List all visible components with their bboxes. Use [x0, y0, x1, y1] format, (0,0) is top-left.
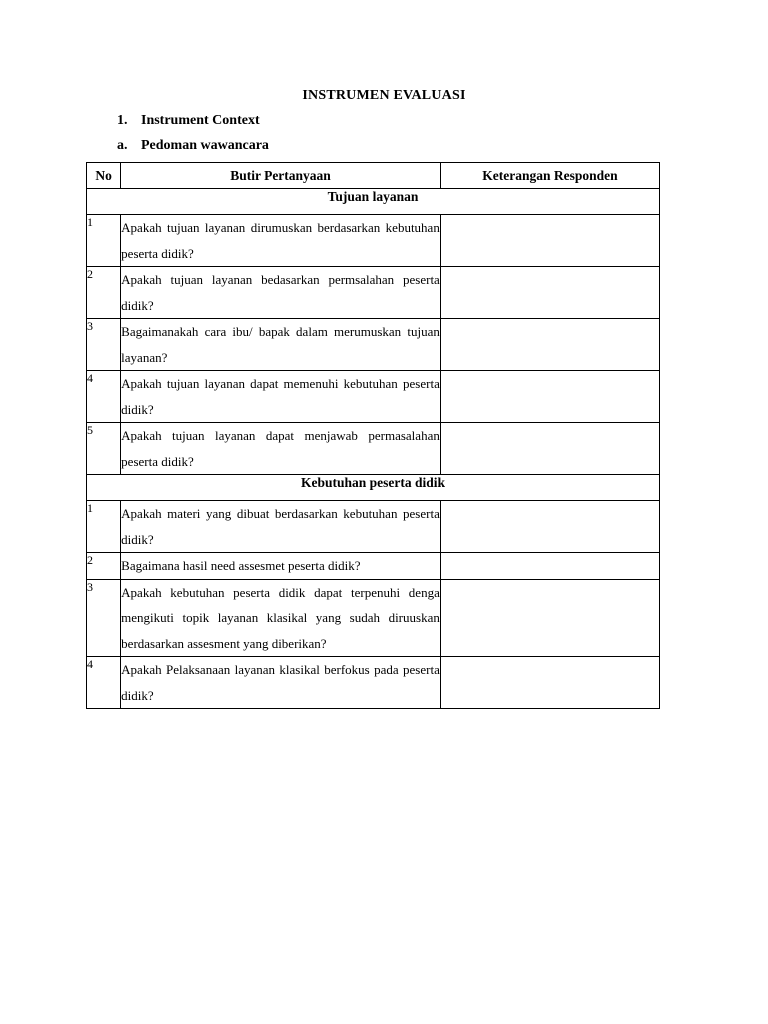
section-label: Instrument Context: [141, 113, 260, 128]
table-group-row: [87, 475, 660, 501]
document-title: INSTRUMEN EVALUASI: [302, 88, 466, 103]
row-number: 2: [87, 553, 121, 580]
table-group-row: [87, 189, 660, 215]
table-row: [87, 657, 660, 709]
response-cell[interactable]: [440, 267, 659, 319]
response-cell[interactable]: [440, 579, 659, 657]
group-title: Kebutuhan peserta didik: [87, 475, 660, 501]
row-number: 1: [87, 215, 121, 267]
question-text: Apakah tujuan layanan dapat menjawab permasalahan peserta didik?: [121, 423, 441, 475]
table-row: [87, 553, 660, 580]
response-cell[interactable]: [440, 553, 659, 580]
header-question: Butir Pertanyaan: [121, 163, 441, 189]
group-title: Tujuan layanan: [87, 189, 660, 215]
question-text: Apakah tujuan layanan dapat memenuhi kebutuhan peserta didik?: [121, 371, 441, 423]
table-row: [87, 215, 660, 267]
question-text: Bagaimanakah cara ibu/ bapak dalam merumuskan tujuan layanan?: [121, 319, 441, 371]
question-text: Apakah tujuan layanan bedasarkan permsalahan peserta didik?: [121, 267, 441, 319]
question-text: Bagaimana hasil need assesmet peserta didik?: [121, 553, 441, 580]
header-no: No: [87, 163, 121, 189]
row-number: 1: [87, 501, 121, 553]
question-text: Apakah kebutuhan peserta didik dapat terpenuhi denga mengikuti topik layanan klasikal yang sudah diruuskan berdasarkan assesment yang diberikan?: [121, 579, 441, 657]
response-cell[interactable]: [440, 319, 659, 371]
response-cell[interactable]: [440, 371, 659, 423]
table-body: [87, 189, 660, 709]
interview-guide-table: [86, 162, 660, 709]
table-row: [87, 423, 660, 475]
subsection-letter: a.: [117, 138, 128, 153]
section-heading-instrument-context: [117, 113, 260, 129]
table-row: [87, 319, 660, 371]
question-text: Apakah materi yang dibuat berdasarkan kebutuhan peserta didik?: [121, 501, 441, 553]
question-text: Apakah Pelaksanaan layanan klasikal berfokus pada peserta didik?: [121, 657, 441, 709]
subsection-label: Pedoman wawancara: [141, 138, 269, 153]
response-cell[interactable]: [440, 423, 659, 475]
question-text: Apakah tujuan layanan dirumuskan berdasarkan kebutuhan peserta didik?: [121, 215, 441, 267]
row-number: 4: [87, 657, 121, 709]
table-row: [87, 579, 660, 657]
response-cell[interactable]: [440, 501, 659, 553]
row-number: 5: [87, 423, 121, 475]
table-row: [87, 371, 660, 423]
table-row: [87, 267, 660, 319]
table-row: [87, 501, 660, 553]
row-number: 3: [87, 579, 121, 657]
subsection-heading-pedoman: [117, 138, 269, 154]
row-number: 4: [87, 371, 121, 423]
response-cell[interactable]: [440, 215, 659, 267]
section-number: 1.: [117, 113, 128, 128]
table-header-row: [87, 163, 660, 189]
header-response: Keterangan Responden: [440, 163, 659, 189]
row-number: 3: [87, 319, 121, 371]
row-number: 2: [87, 267, 121, 319]
response-cell[interactable]: [440, 657, 659, 709]
